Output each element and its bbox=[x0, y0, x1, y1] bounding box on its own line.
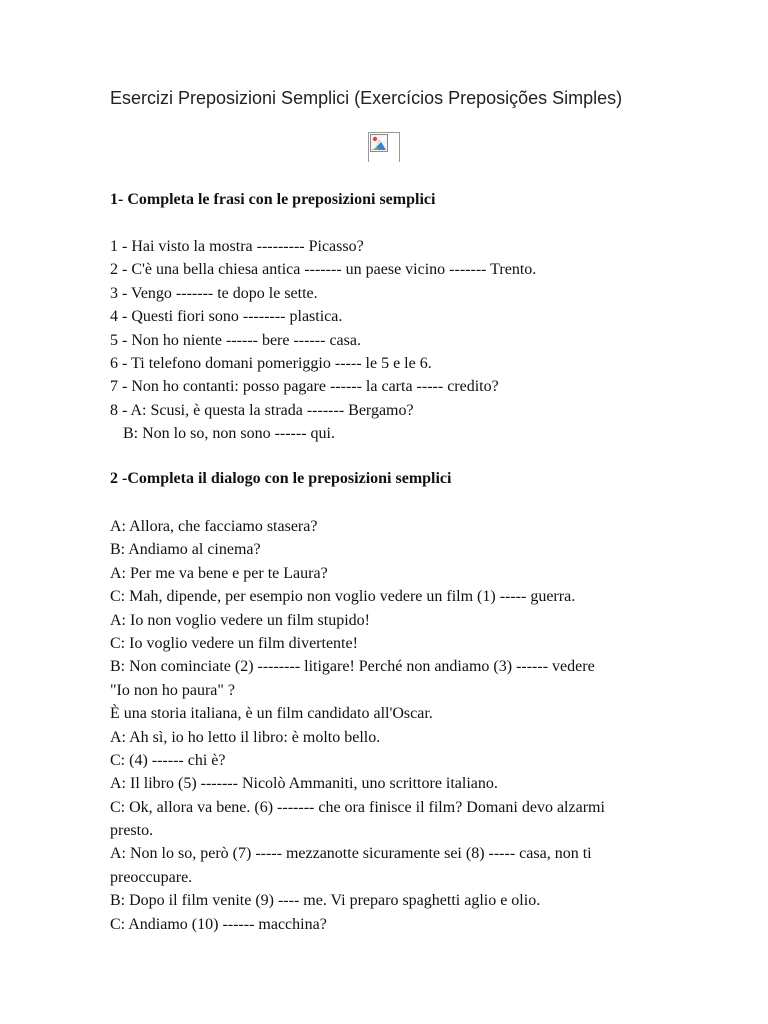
dialogue-line: B: Dopo il film venite (9) ---- me. Vi preparo spaghetti aglio e olio. bbox=[110, 892, 541, 910]
dialogue-line: C: Io voglio vedere un film divertente! bbox=[110, 634, 358, 652]
dialogue-line: C: Mah, dipende, per esempio non voglio vedere un film (1) ----- guerra. bbox=[110, 588, 576, 606]
page-title: Esercizi Preposizioni Semplici (Exercícios Preposições Simples) bbox=[110, 88, 623, 108]
dialogue-line: preoccupare. bbox=[110, 868, 193, 886]
sentence-line: 3 - Vengo ------- te dopo le sette. bbox=[110, 284, 318, 302]
section-2-heading: 2 -Completa il dialogo con le preposizioni semplici bbox=[110, 470, 452, 487]
dialogue-line: C: Andiamo (10) ------ macchina? bbox=[110, 915, 327, 933]
sentence-line: 4 - Questi fiori sono -------- plastica. bbox=[110, 308, 343, 326]
sentence-line: 2 - C'è una bella chiesa antica ------- un paese vicino ------- Trento. bbox=[110, 261, 537, 279]
dialogue-line: A: Allora, che facciamo stasera? bbox=[110, 518, 318, 535]
sentence-line: 8 - A: Scusi, è questa la strada ------- Bergamo? bbox=[110, 401, 414, 419]
sentence-line: 1 - Hai visto la mostra --------- Picasso? bbox=[110, 238, 364, 255]
dialogue-line: C: Ok, allora va bene. (6) ------- che ora finisce il film? Domani devo alzarmi bbox=[110, 798, 605, 816]
dialogue-line: A: Non lo so, però (7) ----- mezzanotte sicuramente sei (8) ----- casa, non ti bbox=[110, 845, 592, 863]
dialogue-line: B: Non cominciate (2) -------- litigare! Perché non andiamo (3) ------ vedere bbox=[110, 658, 595, 676]
dialogue-line: C: (4) ------ chi è? bbox=[110, 751, 226, 769]
sentence-line: 6 - Ti telefono domani pomeriggio ----- le 5 e le 6. bbox=[110, 354, 432, 372]
dialogue-line: A: Ah sì, io ho letto il libro: è molto bello. bbox=[110, 728, 381, 746]
section-1-sentences bbox=[110, 235, 536, 446]
dialogue-line: A: Io non voglio vedere un film stupido! bbox=[110, 611, 370, 629]
dialogue-line: A: Il libro (5) ------- Nicolò Ammaniti, uno scrittore italiano. bbox=[110, 775, 498, 793]
broken-image-icon bbox=[368, 132, 400, 162]
sentence-line: 7 - Non ho contanti: posso pagare ------ la carta ----- credito? bbox=[110, 378, 499, 396]
sentence-line: B: Non lo so, non sono ------ qui. bbox=[123, 425, 335, 443]
section-2-dialogue bbox=[110, 515, 605, 936]
dialogue-line: B: Andiamo al cinema? bbox=[110, 541, 261, 559]
section-1-heading: 1- Completa le frasi con le preposizioni semplici bbox=[110, 191, 436, 208]
dialogue-line: È una storia italiana, è un film candidato all'Oscar. bbox=[110, 705, 433, 723]
dialogue-line: "Io non ho paura" ? bbox=[110, 681, 236, 699]
sentence-line: 5 - Non ho niente ------ bere ------ casa. bbox=[110, 331, 361, 349]
dialogue-line: A: Per me va bene e per te Laura? bbox=[110, 564, 328, 582]
dialogue-line: presto. bbox=[110, 822, 154, 840]
